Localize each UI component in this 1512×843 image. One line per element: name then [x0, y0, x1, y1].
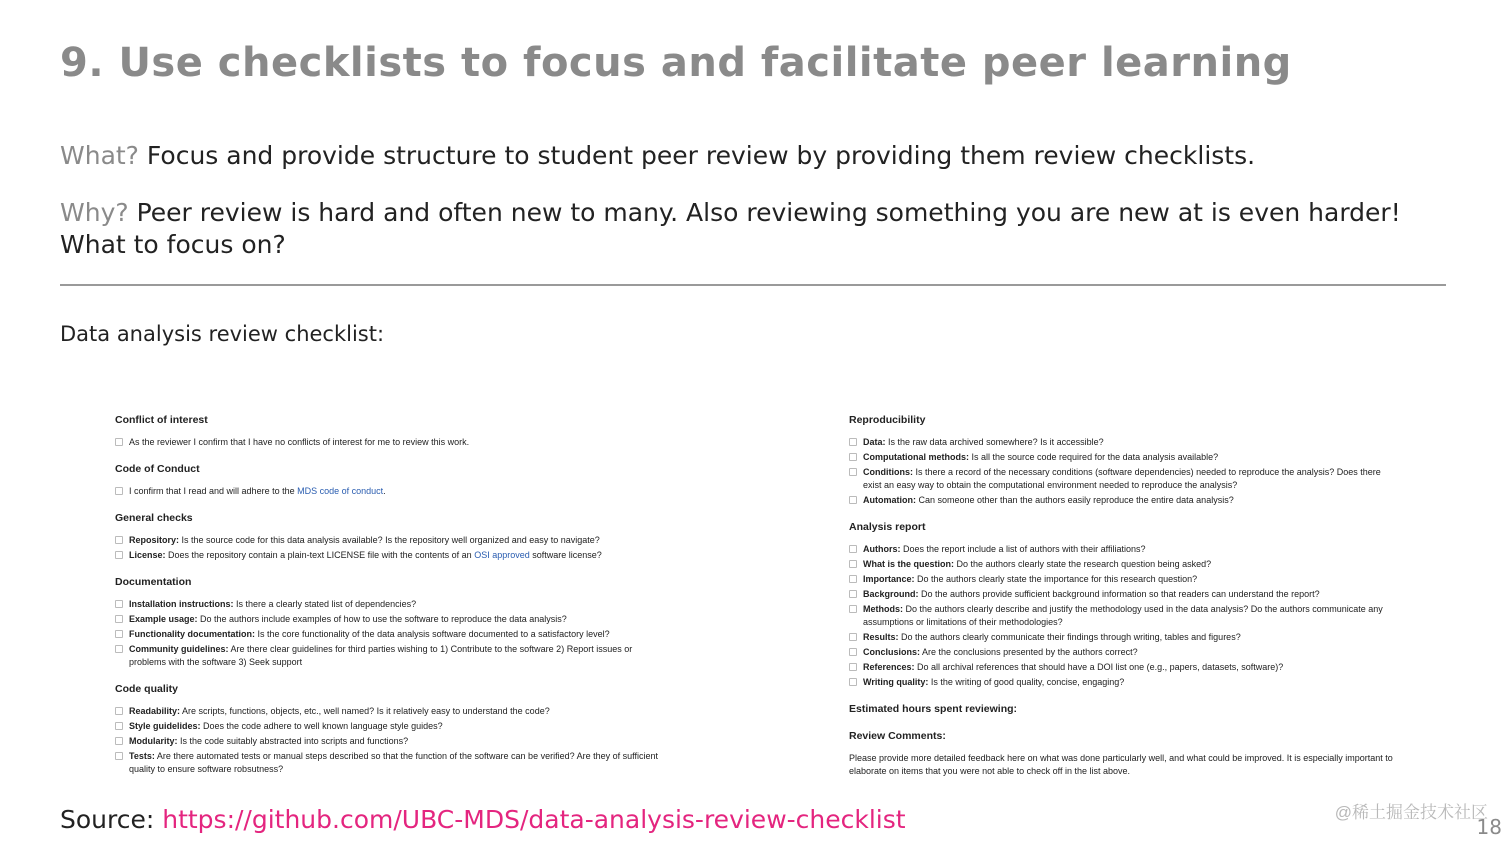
section-title: Conflict of interest — [115, 414, 208, 426]
checkbox[interactable] — [849, 453, 857, 461]
checklist-item: License: Does the repository contain a plain-text LICENSE file with the contents of an OSI approved software license? — [115, 549, 705, 562]
section-title: General checks — [115, 512, 193, 524]
analysis-report-section — [849, 520, 1399, 689]
checklist-item: Results: Do the authors clearly communicate their findings through writing, tables and figures? — [849, 631, 1399, 644]
checklist-item: Modularity: Is the code suitably abstracted into scripts and functions? — [115, 735, 705, 748]
slide-title: 9. Use checklists to focus and facilitate peer learning — [60, 40, 1292, 86]
checklist-item: Computational methods: Is all the source code required for the data analysis available? — [849, 451, 1399, 464]
what-label: What? — [60, 141, 139, 170]
source-label: Source: — [60, 805, 163, 834]
why-text: Peer review is hard and often new to many. Also reviewing something you are new at is even harder! — [128, 198, 1401, 227]
checkbox[interactable] — [115, 630, 123, 638]
checklist-item: Repository: Is the source code for this data analysis available? Is the repository well organized and easy to navigate? — [115, 534, 705, 547]
hours-section — [849, 702, 1399, 716]
checkbox[interactable] — [849, 496, 857, 504]
checkbox[interactable] — [115, 737, 123, 745]
section-title: Reproducibility — [849, 414, 926, 426]
checkbox[interactable] — [849, 633, 857, 641]
comments-section — [849, 729, 1399, 778]
why-label: Why? — [60, 198, 129, 227]
checklist-item: Style guidelides: Does the code adhere to well known language style guides? — [115, 720, 705, 733]
reproducibility-section — [849, 413, 1399, 507]
checkbox[interactable] — [115, 752, 123, 760]
checkbox[interactable] — [849, 605, 857, 613]
checkbox[interactable] — [849, 663, 857, 671]
section-title: Code quality — [115, 683, 179, 695]
checklist-item: Installation instructions: Is there a clearly stated list of dependencies? — [115, 598, 705, 611]
what-line — [60, 140, 1460, 172]
section-title: Estimated hours spent reviewing: — [849, 703, 1018, 715]
checklist-item: References: Do all archival references that should have a DOI list one (e.g., papers, datasets, software)? — [849, 661, 1399, 674]
checkbox[interactable] — [115, 551, 123, 559]
checklist-right-column — [849, 413, 1399, 791]
code-quality-section — [115, 682, 705, 776]
checkbox[interactable] — [115, 536, 123, 544]
checkbox[interactable] — [849, 590, 857, 598]
checklist-item: Readability: Are scripts, functions, objects, etc., well named? Is it relatively easy to understand the code? — [115, 705, 705, 718]
checkbox[interactable] — [115, 487, 123, 495]
checklist-item: Automation: Can someone other than the authors easily reproduce the entire data analysis? — [849, 494, 1399, 507]
checkbox[interactable] — [849, 468, 857, 476]
general-section — [115, 511, 705, 562]
checkbox[interactable] — [115, 707, 123, 715]
section-title: Code of Conduct — [115, 463, 200, 475]
checklist-item: Writing quality: Is the writing of good quality, concise, engaging? — [849, 676, 1399, 689]
documentation-section — [115, 575, 705, 669]
divider — [60, 284, 1446, 286]
checklist-item: Background: Do the authors provide sufficient background information so that readers can understand the report? — [849, 588, 1399, 601]
osi-link[interactable]: OSI approved — [474, 550, 530, 560]
checkbox[interactable] — [115, 722, 123, 730]
checklist-left-column — [115, 413, 705, 789]
checklist-item: Importance: Do the authors clearly state the importance for this research question? — [849, 573, 1399, 586]
checklist-item: I confirm that I read and will adhere to the MDS code of conduct. — [115, 485, 705, 498]
checklist-item: Methods: Do the authors clearly describe and justify the methodology used in the data analysis? Do the authors communicate any assumptions or limitations of their methodologies? — [849, 603, 1399, 629]
section-title: Review Comments: — [849, 730, 946, 742]
conflict-section — [115, 413, 705, 449]
checkbox[interactable] — [849, 648, 857, 656]
checkbox[interactable] — [849, 575, 857, 583]
checklist-item: What is the question: Do the authors clearly state the research question being asked? — [849, 558, 1399, 571]
checkbox[interactable] — [849, 545, 857, 553]
checkbox[interactable] — [849, 560, 857, 568]
conduct-section — [115, 462, 705, 498]
checkbox[interactable] — [115, 645, 123, 653]
checkbox[interactable] — [115, 600, 123, 608]
checklist-item: Conditions: Is there a record of the necessary conditions (software dependencies) needed to reproduce the analysis? Does there exist an easy way to obtain the computational environment needed to reproduce the analysis? — [849, 466, 1399, 492]
checklist-item: As the reviewer I confirm that I have no conflicts of interest for me to review this work. — [115, 436, 705, 449]
conduct-link[interactable]: MDS code of conduct — [297, 486, 384, 496]
checklist-item: Example usage: Do the authors include examples of how to use the software to reproduce the data analysis? — [115, 613, 705, 626]
checklist-item: Tests: Are there automated tests or manual steps described so that the function of the software can be verified? Are they of sufficient quality to ensure software robsutness? — [115, 750, 659, 776]
section-title: Documentation — [115, 576, 192, 588]
what-text: Focus and provide structure to student peer review by providing them review checklists. — [138, 141, 1256, 170]
why-block — [60, 197, 1460, 261]
checkbox[interactable] — [849, 678, 857, 686]
checkbox[interactable] — [115, 438, 123, 446]
page-number: 18 — [1476, 815, 1502, 839]
comments-text: Please provide more detailed feedback here on what was done particularly well, and what could be improved. It is especially important to elaborate on items that you were not able to check off in the list above. — [849, 753, 1393, 776]
checklist-subheading: Data analysis review checklist: — [60, 322, 385, 346]
checklist-item: Data: Is the raw data archived somewhere? Is it accessible? — [849, 436, 1399, 449]
checkbox[interactable] — [115, 615, 123, 623]
checklist-item: Community guidelines: Are there clear guidelines for third parties wishing to 1) Contribute to the software 2) Report issues or problems with the software 3) Seek support — [115, 643, 659, 669]
section-title: Analysis report — [849, 521, 926, 533]
checklist-item: Conclusions: Are the conclusions presented by the authors correct? — [849, 646, 1399, 659]
source-link[interactable]: https://github.com/UBC-MDS/data-analysis-review-checklist — [162, 805, 906, 834]
checklist-item: Authors: Does the report include a list of authors with their affiliations? — [849, 543, 1399, 556]
checklist-item: Functionality documentation: Is the core functionality of the data analysis software documented to a satisfactory level? — [115, 628, 705, 641]
source-line — [60, 805, 906, 834]
why-text-2: What to focus on? — [60, 230, 286, 259]
checkbox[interactable] — [849, 438, 857, 446]
watermark: @稀土掘金技术社区 — [1334, 803, 1488, 822]
